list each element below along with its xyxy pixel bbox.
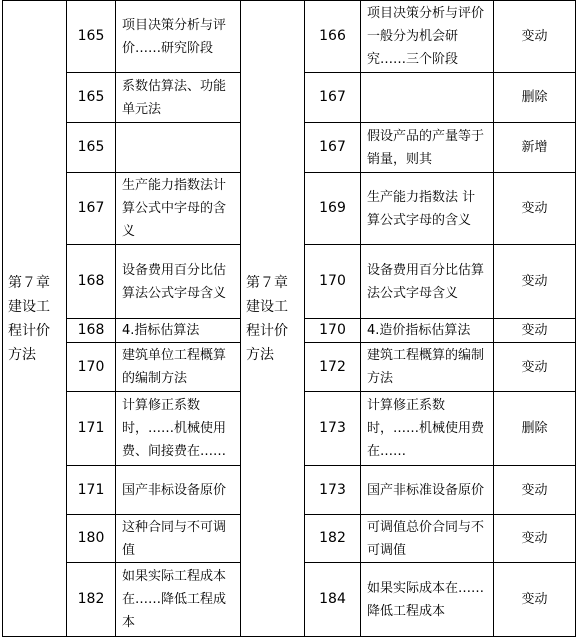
new-text-cell: 如果实际成本在……降低工程成本 xyxy=(361,563,494,637)
new-text-cell: 建筑工程概算的编制方法 xyxy=(361,343,494,392)
old-text-cell: 建筑单位工程概算的编制方法 xyxy=(116,343,241,392)
new-text-cell: 设备费用百分比估算法公式字母含义 xyxy=(361,245,494,319)
old-text-cell: 生产能力指数法计算公式中字母的含义 xyxy=(116,173,241,245)
old-text-cell: 如果实际工程成本在……降低工程成本 xyxy=(116,563,241,637)
old-page-cell: 170 xyxy=(67,343,116,392)
new-page-cell: 173 xyxy=(305,392,361,466)
change-type-cell: 删除 xyxy=(494,73,576,123)
old-page-cell: 168 xyxy=(67,245,116,319)
change-type-cell: 变动 xyxy=(494,343,576,392)
change-type-cell: 变动 xyxy=(494,245,576,319)
change-type-cell: 新增 xyxy=(494,123,576,173)
table-row xyxy=(3,1,576,73)
old-page-cell: 167 xyxy=(67,173,116,245)
new-page-cell: 173 xyxy=(305,466,361,515)
old-page-cell: 171 xyxy=(67,466,116,515)
change-type-cell: 变动 xyxy=(494,563,576,637)
new-page-cell: 167 xyxy=(305,73,361,123)
old-page-cell: 165 xyxy=(67,73,116,123)
new-text-cell: 计算修正系数时，……机械使用费在…… xyxy=(361,392,494,466)
new-text-cell: 生产能力指数法 计算公式字母的含义 xyxy=(361,173,494,245)
old-text-cell: 4.指标估算法 xyxy=(116,319,241,343)
new-page-cell: 184 xyxy=(305,563,361,637)
new-chapter-cell: 第７章建设工程计价方法 xyxy=(241,1,305,637)
new-text-cell: 可调值总价合同与不可调值 xyxy=(361,515,494,563)
old-page-cell: 182 xyxy=(67,563,116,637)
new-text-cell: 国产非标准设备原价 xyxy=(361,466,494,515)
old-text-cell: 计算修正系数时，……机械使用费、间接费在…… xyxy=(116,392,241,466)
new-text-cell: 项目决策分析与评价一般分为机会研究……三个阶段 xyxy=(361,1,494,73)
old-page-cell: 165 xyxy=(67,1,116,73)
errata-table xyxy=(2,0,576,637)
change-type-cell: 变动 xyxy=(494,319,576,343)
old-page-cell: 168 xyxy=(67,319,116,343)
old-page-cell: 180 xyxy=(67,515,116,563)
new-page-cell: 170 xyxy=(305,319,361,343)
change-type-cell: 变动 xyxy=(494,173,576,245)
new-page-cell: 169 xyxy=(305,173,361,245)
old-page-cell: 171 xyxy=(67,392,116,466)
old-text-cell: 国产非标设备原价 xyxy=(116,466,241,515)
old-text-cell: 系数估算法、功能单元法 xyxy=(116,73,241,123)
old-text-cell xyxy=(116,123,241,173)
new-page-cell: 166 xyxy=(305,1,361,73)
change-type-cell: 变动 xyxy=(494,515,576,563)
change-type-cell: 删除 xyxy=(494,392,576,466)
new-page-cell: 182 xyxy=(305,515,361,563)
old-text-cell: 项目决策分析与评价……研究阶段 xyxy=(116,1,241,73)
change-type-cell: 变动 xyxy=(494,1,576,73)
old-chapter-cell: 第７章建设工程计价方法 xyxy=(3,1,67,637)
new-text-cell xyxy=(361,73,494,123)
new-page-cell: 167 xyxy=(305,123,361,173)
old-page-cell: 165 xyxy=(67,123,116,173)
new-text-cell: 假设产品的产量等于销量，则其 xyxy=(361,123,494,173)
new-text-cell: 4.造价指标估算法 xyxy=(361,319,494,343)
change-type-cell: 变动 xyxy=(494,466,576,515)
new-page-cell: 170 xyxy=(305,245,361,319)
old-text-cell: 这种合同与不可调值 xyxy=(116,515,241,563)
old-text-cell: 设备费用百分比估算法公式字母含义 xyxy=(116,245,241,319)
new-page-cell: 172 xyxy=(305,343,361,392)
